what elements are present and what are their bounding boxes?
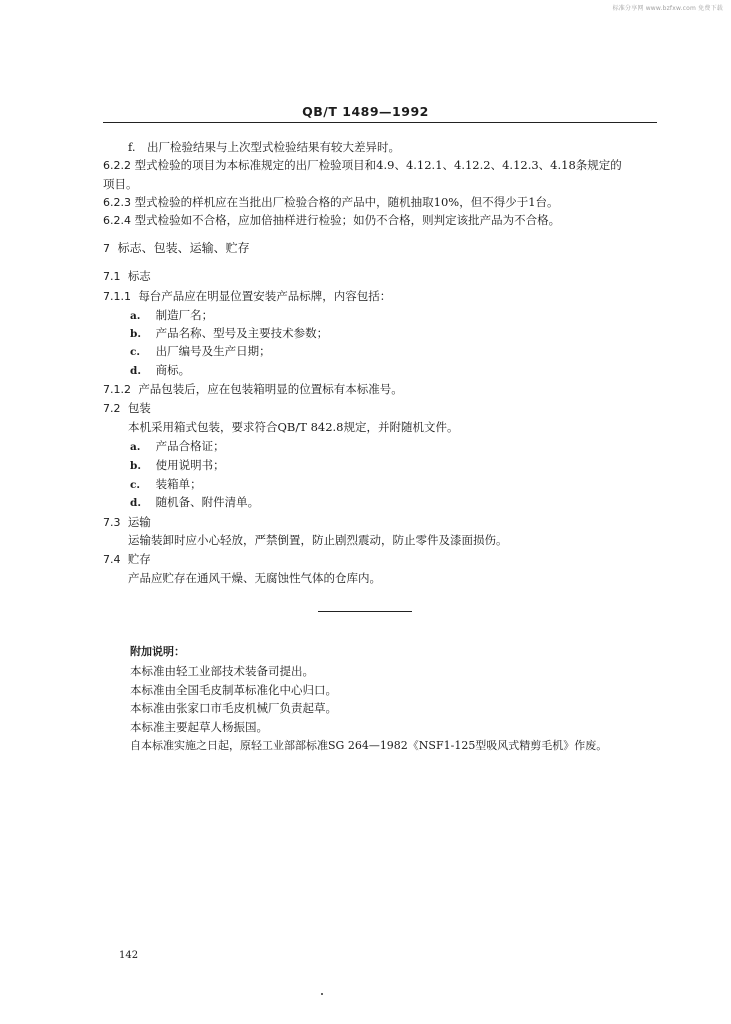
section-title: 运输: [127, 515, 151, 529]
list-text: 产品合格证；: [155, 439, 225, 453]
list-letter: a.: [130, 310, 141, 322]
clause-number: 6.2.4: [103, 214, 131, 227]
note-line: 本标准主要起草人杨振国。: [130, 720, 268, 734]
end-divider: [318, 611, 412, 612]
list-letter: a.: [130, 441, 141, 453]
list-text: 装箱单；: [155, 477, 202, 491]
scan-speck: [321, 993, 323, 995]
clause-number: 7.1.1: [103, 290, 131, 303]
list-text: 出厂编号及生产日期；: [155, 344, 271, 358]
note-line: 自本标准实施之日起，原轻工业部部标准SG 264—1982《NSF1-125型吸风式精剪毛机》作废。: [130, 739, 608, 752]
list-item: [130, 458, 225, 473]
clause-number: 6.2.3: [103, 196, 131, 209]
clause-6-2-3: [103, 195, 559, 210]
section-title: 贮存: [127, 552, 151, 566]
section-title: 标志: [127, 269, 151, 283]
list-item: [130, 308, 213, 323]
section-number: 7.1: [103, 270, 121, 283]
list-text: 制造厂名；: [155, 308, 214, 322]
list-item: [130, 363, 190, 378]
clause-6-2-2-continued: 项目。: [103, 177, 138, 191]
note-line: 本标准由轻工业部技术装备司提出。: [130, 664, 314, 678]
section-title: 标志、包装、运输、贮存: [117, 241, 250, 255]
section-7-1-heading: [103, 269, 151, 284]
notes-title: 附加说明：: [130, 645, 185, 658]
list-text: 产品名称、型号及主要技术参数；: [155, 326, 329, 340]
clause-number: 7.1.2: [103, 383, 131, 396]
list-letter: c.: [130, 346, 141, 358]
list-item: [130, 477, 202, 492]
list-item: [130, 495, 259, 510]
section-7-2-heading: [103, 401, 151, 416]
list-letter: d.: [130, 365, 141, 377]
standard-code-header: QB/T 1489—1992: [302, 104, 429, 119]
clause-6-2-4: [103, 213, 560, 228]
list-letter: d.: [130, 497, 141, 509]
section-number: 7.3: [103, 516, 121, 529]
clause-text: 型式检验如不合格，应加倍抽样进行检验；如仍不合格，则判定该批产品为不合格。: [134, 213, 561, 227]
watermark: 标准分享网 www.bzfxw.com 免费下载: [612, 5, 723, 12]
section-7-2-text: 本机采用箱式包装，要求符合QB/T 842.8规定，并附随机文件。: [128, 420, 459, 434]
section-title: 包装: [127, 401, 151, 415]
section-7-heading: [103, 241, 250, 256]
note-line: 本标准由全国毛皮制革标准化中心归口。: [130, 683, 337, 697]
item-f-line: f. 出厂检验结果与上次型式检验结果有较大差异时。: [128, 140, 400, 154]
section-7-4-heading: [103, 552, 151, 567]
list-text: 商标。: [155, 363, 191, 377]
clause-7-1-1: [103, 289, 391, 304]
clause-6-2-2: [103, 158, 622, 173]
clause-text: 产品包装后，应在包装箱明显的位置标有本标准号。: [138, 382, 403, 396]
section-7-3-heading: [103, 515, 151, 530]
list-letter: b.: [130, 328, 141, 340]
clause-text: 型式检验的项目为本标准规定的出厂检验项目和4.9、4.12.1、4.12.2、4.12.3、4.18条规定的: [134, 158, 622, 172]
list-text: 随机备、附件清单。: [155, 495, 260, 509]
list-letter: c.: [130, 479, 141, 491]
clause-text: 型式检验的样机应在当批出厂检验合格的产品中，随机抽取10%，但不得少于1台。: [134, 195, 559, 209]
section-number: 7.2: [103, 402, 121, 415]
list-letter: b.: [130, 460, 141, 472]
clause-7-1-2: [103, 382, 403, 397]
section-7-3-text: 运输装卸时应小心轻放，严禁倒置，防止剧烈震动，防止零件及漆面损伤。: [128, 533, 508, 547]
page-number: 142: [119, 950, 139, 961]
header-rule: [103, 122, 657, 123]
section-7-4-text: 产品应贮存在通风干燥、无腐蚀性气体的仓库内。: [128, 571, 381, 585]
clause-text: 每台产品应在明显位置安装产品标牌，内容包括：: [138, 289, 392, 303]
note-line: 本标准由张家口市毛皮机械厂负责起草。: [130, 701, 337, 715]
list-text: 使用说明书；: [155, 458, 225, 472]
list-item: [130, 439, 225, 454]
list-item: [130, 326, 328, 341]
section-number: 7: [103, 242, 110, 255]
section-number: 7.4: [103, 553, 121, 566]
clause-number: 6.2.2: [103, 159, 131, 172]
list-item: [130, 344, 271, 359]
